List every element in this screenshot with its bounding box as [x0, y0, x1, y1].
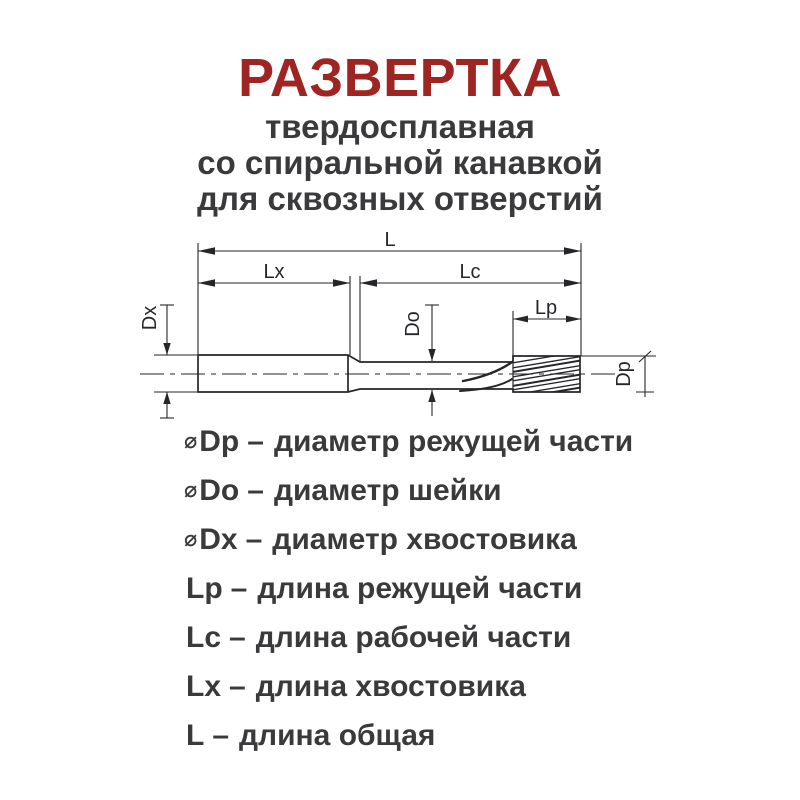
legend-code: L	[186, 719, 205, 752]
dimension-lp	[513, 297, 581, 322]
legend-item-lp	[184, 564, 633, 613]
legend-item-do	[184, 466, 633, 515]
legend-code: Do	[199, 474, 240, 507]
diameter-symbol: ⌀	[184, 428, 198, 453]
legend-code: Dx	[199, 523, 238, 556]
dimension-dx	[139, 305, 197, 418]
page-title: РАЗВЕРТКА	[238, 48, 562, 108]
legend-code: Lp	[186, 572, 223, 605]
legend-item-l	[184, 711, 633, 760]
dim-label-dp: Dp	[613, 361, 635, 387]
spiral-flutes	[506, 351, 587, 406]
legend-code: Lc	[186, 621, 222, 654]
dim-label-l: L	[384, 229, 396, 251]
dim-label-lc: Lc	[459, 261, 481, 283]
legend-description: диаметр режущей части	[273, 425, 634, 458]
dim-label-dx: Dx	[139, 305, 161, 331]
dim-label-lp: Lp	[534, 297, 558, 319]
dimension-l	[198, 229, 581, 255]
dim-label-lx: Lx	[263, 261, 285, 283]
legend-code: Dp	[199, 425, 240, 458]
legend-dash: –	[229, 670, 246, 703]
legend-item-lc	[184, 613, 633, 662]
legend-item-dx	[184, 515, 633, 564]
dimension-lc	[360, 261, 581, 287]
diameter-symbol: ⌀	[184, 526, 198, 551]
legend-dash: –	[230, 572, 248, 605]
flute-runout-curves	[460, 362, 512, 391]
extension-lines	[198, 243, 581, 362]
legend-description: длина хвостовика	[255, 670, 526, 703]
legend-description: диаметр шейки	[273, 474, 502, 507]
legend-description: длина общая	[239, 719, 436, 752]
legend-dash: –	[229, 621, 246, 654]
subtitle-line-3: для сквозных отверстий	[197, 180, 603, 217]
legend-code: Lx	[186, 670, 222, 703]
legend-item-dp	[184, 417, 633, 466]
dimension-lx	[198, 261, 350, 287]
subtitle-line-1: твердосплавная	[265, 108, 535, 145]
legend-item-lx	[184, 662, 633, 711]
legend-dash: –	[247, 474, 264, 507]
legend-dash: –	[245, 523, 263, 556]
dimension-legend	[184, 417, 633, 760]
dimension-do	[402, 305, 439, 416]
dim-label-do: Do	[402, 311, 424, 337]
legend-dash: –	[247, 425, 264, 458]
legend-description: диаметр хвостовика	[272, 523, 577, 556]
subtitle-line-2: со спиральной канавкой	[197, 144, 603, 181]
legend-description: длина рабочей части	[255, 621, 572, 654]
legend-description: длина режущей части	[257, 572, 583, 605]
legend-dash: –	[212, 719, 230, 752]
diameter-symbol: ⌀	[184, 477, 198, 502]
